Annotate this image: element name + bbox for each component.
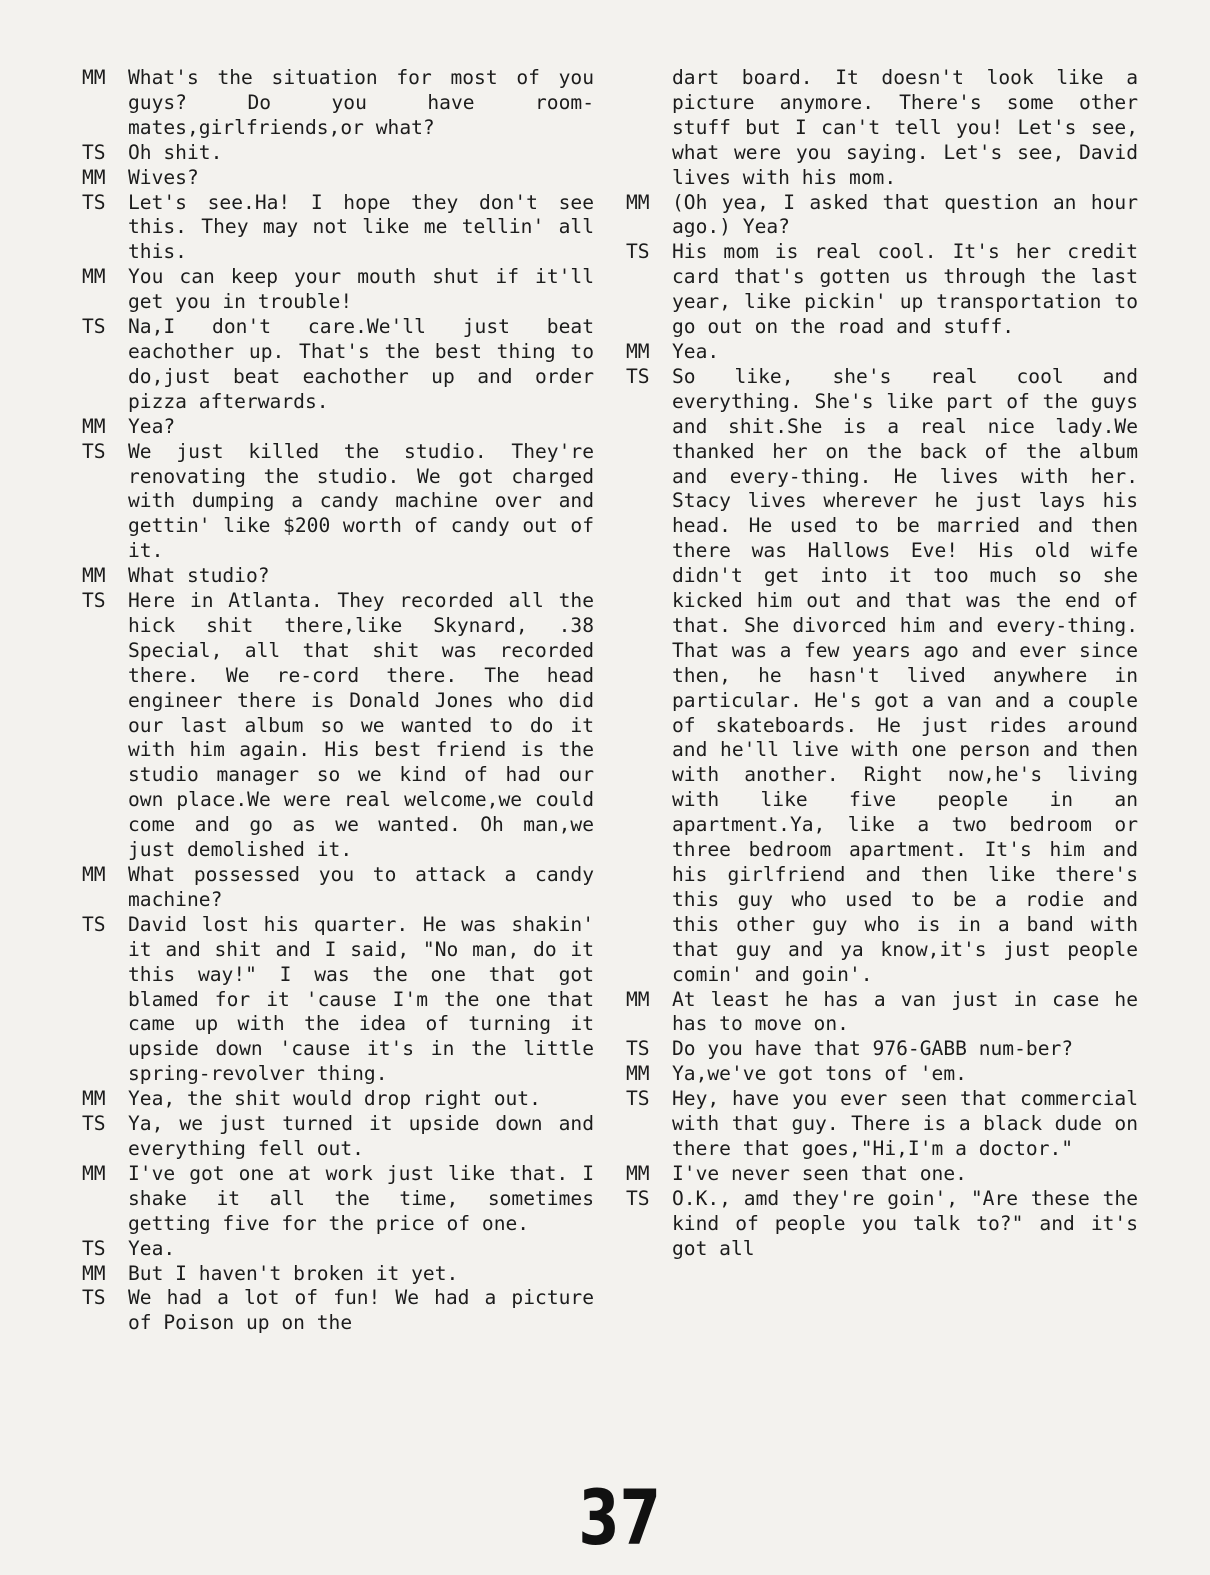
entry-text: Yea, the shit would drop right out. xyxy=(128,1087,541,1111)
entry-text: Wives? xyxy=(128,165,199,189)
interview-entry xyxy=(82,1262,594,1287)
speaker-label: TS xyxy=(82,190,106,214)
interview-entry xyxy=(82,141,594,166)
interview-entry xyxy=(82,315,594,415)
entry-text: We had a lot of fun! We had a picture of Poison up on the xyxy=(128,1286,594,1335)
interview-entry xyxy=(626,1037,1138,1062)
interview-entry xyxy=(626,66,1138,191)
speaker-label: MM xyxy=(82,1087,106,1111)
entry-text: Na,I don't care.We'll just beat eachother up. That's the best thing to do,just beat eachother up and order pizza afterwards. xyxy=(128,315,594,413)
interview-entry xyxy=(626,988,1138,1038)
speaker-label: TS xyxy=(82,439,106,463)
speaker-label: TS xyxy=(82,315,106,339)
speaker-label: TS xyxy=(82,912,106,936)
entry-text: Oh shit. xyxy=(128,140,223,164)
speaker-label: MM xyxy=(82,1161,106,1185)
entry-text: I've never seen that one. xyxy=(672,1161,967,1185)
interview-entry xyxy=(82,1112,594,1162)
interview-entry xyxy=(82,415,594,440)
interview-entry xyxy=(626,191,1138,241)
entry-text: O.K., amd they're goin', "Are these the kind of people you talk to?" and it's got all xyxy=(672,1186,1138,1260)
entry-text: Ya, we just turned it upside down and everything fell out. xyxy=(128,1112,594,1160)
speaker-label: TS xyxy=(626,364,650,388)
interview-entry xyxy=(82,1237,594,1262)
entry-text: Hey, have you ever seen that commercial with that guy. There is a black dude on there that goes,"Hi,I'm a doctor." xyxy=(672,1087,1138,1160)
entry-text: Ya,we've got tons of 'em. xyxy=(672,1062,967,1086)
speaker-label: TS xyxy=(82,589,106,613)
speaker-label: TS xyxy=(82,1286,106,1310)
entry-text: But I haven't broken it yet. xyxy=(128,1261,459,1285)
interview-entry xyxy=(82,863,594,913)
speaker-label: MM xyxy=(626,987,650,1011)
entry-text: (Oh yea, I asked that question an hour ago.) Yea? xyxy=(672,190,1138,239)
speaker-label: TS xyxy=(626,1186,650,1210)
entry-text: Let's see.Ha! I hope they don't see this. They may not like me tellin' all this. xyxy=(128,190,594,264)
entry-text: David lost his quarter. He was shakin' it and shit and I said, "No man, do it this way!" I was the one that got blamed for it 'cause I'm the one that came up with the idea of turning it upside down 'cause it's in the little spring-revolver thing. xyxy=(128,912,594,1086)
interview-entry xyxy=(626,1062,1138,1087)
interview-entry xyxy=(82,265,594,315)
interview-entry xyxy=(82,564,594,589)
speaker-label: MM xyxy=(82,564,106,588)
entry-text: dart board. It doesn't look like a picture anymore. There's some other stuff but I can't tell you! Let's see, what were you saying. Let's see, David lives with his mom. xyxy=(672,66,1138,189)
speaker-label: MM xyxy=(82,863,106,886)
speaker-label: TS xyxy=(626,240,650,264)
speaker-label: MM xyxy=(82,66,106,89)
entry-text: You can keep your mouth shut if it'll get you in trouble! xyxy=(128,265,594,314)
interview-entry xyxy=(82,166,594,191)
entry-text: What studio? xyxy=(128,564,270,588)
interview-entry xyxy=(82,1087,594,1112)
interview-entry xyxy=(82,66,594,141)
speaker-label: MM xyxy=(626,1161,650,1185)
interview-entry xyxy=(626,1162,1138,1187)
speaker-label: MM xyxy=(626,339,650,363)
speaker-label: TS xyxy=(82,1236,106,1260)
speaker-label: MM xyxy=(626,1062,650,1086)
speaker-label: MM xyxy=(626,190,650,214)
speaker-label: MM xyxy=(82,1261,106,1285)
entry-text: So like, she's real cool and everything. She's like part of the guys and shit.She is a real nice lady.We thanked her on the back of the album and every-thing. He lives with her. Stacy lives wherever he just lays his head. He used to be married and then there was Hallows Eve! His old wife didn't get into it too much so she kicked him out and that was the end of that. She divorced him and every-thing. That was a few years ago and ever since then, he hasn't lived anywhere in particular. He's got a van and a couple of skateboards. He just rides around and he'll live with one person and then with another. Right now,he's living with like five people in an apartment.Ya, like a two bedroom or three bedroom apartment. It's him and his girlfriend and then like there's this guy who used to be a rodie and this other guy who is in a band with that guy and ya know,it's just people comin' and goin'. xyxy=(672,364,1138,986)
entry-text: Here in Atlanta. They recorded all the hick shit there,like Skynard, .38 Special, all that shit was recorded there. We re-cord there. The head engineer there is Donald Jones who did our last album so we wanted to do it with him again. His best friend is the studio manager so we kind of had our own place.We were real welcome,we could come and go as we wanted. Oh man,we just demolished it. xyxy=(128,589,594,862)
entry-text: Do you have that 976-GABB num-ber? xyxy=(672,1037,1074,1061)
speaker-label: TS xyxy=(626,1037,650,1061)
entry-text: What possessed you to attack a candy machine? xyxy=(128,863,594,911)
speaker-label xyxy=(626,66,672,191)
entry-text: His mom is real cool. It's her credit card that's gotten us through the last year, like pickin' up transportation to go out on the road and stuff. xyxy=(672,240,1138,339)
interview-entry xyxy=(626,1087,1138,1162)
speaker-label: MM xyxy=(82,265,106,289)
speaker-label: TS xyxy=(82,1112,106,1136)
interview-entry xyxy=(82,440,594,565)
interview-entry xyxy=(626,340,1138,365)
page-number: 37 xyxy=(578,1473,661,1562)
interview-entry xyxy=(626,365,1138,988)
interview-column-right xyxy=(626,66,1138,1262)
interview-entry xyxy=(82,913,594,1087)
interview-column-left xyxy=(82,66,594,1336)
interview-entry xyxy=(626,1187,1138,1262)
interview-entry xyxy=(626,240,1138,340)
entry-text: Yea. xyxy=(128,1236,176,1260)
entry-text: We just killed the studio. They're renovating the studio. We got charged with dumping a candy machine over and gettin' like $200 worth of candy out of it. xyxy=(128,439,594,563)
speaker-label: MM xyxy=(82,165,106,189)
speaker-label: TS xyxy=(82,140,106,164)
interview-entry xyxy=(82,1286,594,1336)
speaker-label: TS xyxy=(626,1087,650,1111)
interview-entry xyxy=(82,1162,594,1237)
interview-entry xyxy=(82,589,594,863)
speaker-label: MM xyxy=(82,414,106,438)
entry-text: Yea. xyxy=(672,339,720,363)
entry-text: At least he has a van just in case he has to move on. xyxy=(672,987,1138,1036)
entry-text: I've got one at work just like that. I shake it all the time, sometimes getting five for the price of one. xyxy=(128,1161,594,1235)
entry-text: What's the situation for most of you guys? Do you have room-mates,girlfriends,or what? xyxy=(128,66,594,139)
interview-entry xyxy=(82,191,594,266)
entry-text: Yea? xyxy=(128,414,176,438)
